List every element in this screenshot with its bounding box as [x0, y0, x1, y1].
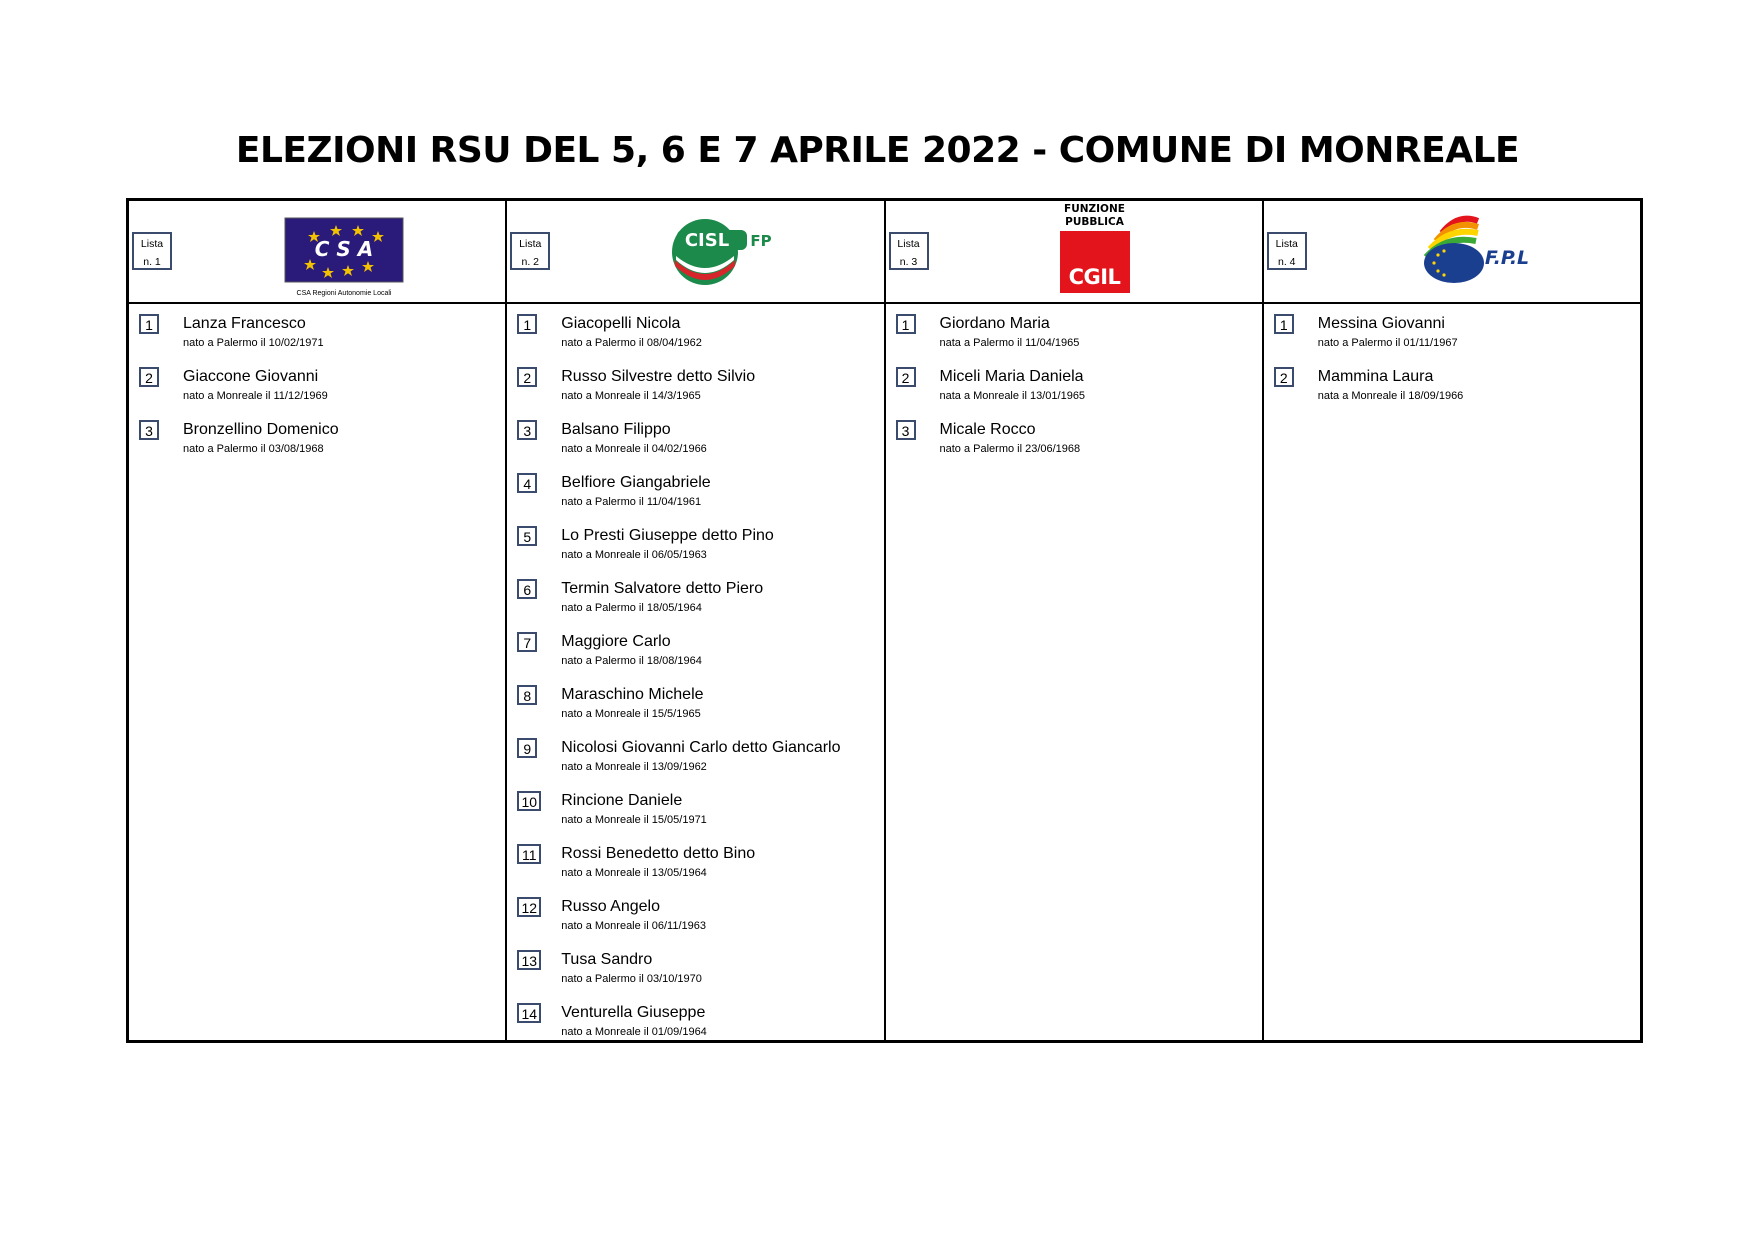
- candidate-birth: nato a Monreale il 11/12/1969: [183, 390, 328, 402]
- candidate-birth: nato a Palermo il 18/05/1964: [561, 602, 702, 614]
- list-item: [507, 738, 883, 791]
- candidate-number[interactable]: 2: [517, 367, 537, 387]
- cgil-text: CGIL: [1068, 265, 1121, 289]
- list-label: Lista: [897, 238, 920, 250]
- candidate-name: Mammina Laura: [1317, 368, 1434, 385]
- list-item: [886, 420, 1262, 473]
- candidate-list-1: [129, 304, 505, 473]
- list-item: [507, 950, 883, 1003]
- candidate-birth: nato a Monreale il 15/05/1971: [561, 814, 707, 826]
- list-item: [507, 314, 883, 367]
- candidate-name: Miceli Maria Daniela: [939, 368, 1084, 385]
- list-item: [507, 526, 883, 579]
- list-item: [507, 685, 883, 738]
- ballot-board: [126, 198, 1643, 1043]
- candidate-birth: nato a Monreale il 06/05/1963: [561, 549, 707, 561]
- fp-cgil-top1: FUNZIONE: [1064, 203, 1125, 215]
- candidate-number[interactable]: 1: [139, 314, 159, 334]
- candidate-name: Maraschino Michele: [561, 686, 704, 703]
- candidate-number[interactable]: 14: [517, 1003, 541, 1023]
- candidate-birth: nato a Monreale il 04/02/1966: [561, 443, 707, 455]
- candidate-birth: nato a Palermo il 01/11/1967: [1317, 337, 1458, 349]
- candidate-birth: nato a Monreale il 13/05/1964: [561, 867, 707, 879]
- csa-caption: CSA Regioni Autonomie Locali: [296, 290, 392, 297]
- list-item: [129, 367, 505, 420]
- svg-text:C S A: C S A: [314, 237, 374, 261]
- candidate-number[interactable]: 2: [139, 367, 159, 387]
- list-item: [507, 579, 883, 632]
- candidate-birth: nato a Palermo il 10/02/1971: [183, 337, 324, 349]
- candidate-birth: nato a Monreale il 13/09/1962: [561, 761, 707, 773]
- list-item: [886, 367, 1262, 420]
- candidate-number[interactable]: 3: [896, 420, 916, 440]
- list-number-box: [1267, 232, 1307, 270]
- candidate-birth: nato a Monreale il 14/3/1965: [561, 390, 701, 402]
- candidate-number[interactable]: 11: [517, 844, 541, 864]
- list-number-box: [889, 232, 929, 270]
- csa-stars-icon: [284, 217, 404, 283]
- candidate-birth: nata a Palermo il 11/04/1965: [939, 337, 1080, 349]
- candidate-name: Rincione Daniele: [561, 792, 683, 809]
- candidate-number[interactable]: 10: [517, 791, 541, 811]
- list-header-2: [507, 201, 883, 304]
- candidate-birth: nato a Monreale il 15/5/1965: [561, 708, 701, 720]
- cgil-block: [1060, 231, 1130, 293]
- list-column-2: [507, 201, 885, 1040]
- candidate-list-3: [886, 304, 1262, 473]
- csa-logo: [284, 217, 404, 299]
- fp-cgil-logo: [1058, 203, 1132, 299]
- list-number-box: [132, 232, 172, 270]
- candidate-birth: nato a Monreale il 06/11/1963: [561, 920, 706, 932]
- list-item: [507, 420, 883, 473]
- uil-fpl-icon: [1412, 211, 1528, 291]
- candidate-name: Maggiore Carlo: [561, 633, 671, 650]
- list-number: n. 1: [143, 256, 161, 268]
- list-label: Lista: [1275, 238, 1298, 250]
- list-item: [507, 791, 883, 844]
- list-header-3: [886, 201, 1262, 304]
- candidate-birth: nato a Palermo il 03/08/1968: [183, 443, 324, 455]
- candidate-number[interactable]: 1: [896, 314, 916, 334]
- candidate-birth: nato a Palermo il 23/06/1968: [939, 443, 1081, 455]
- candidate-number[interactable]: 9: [517, 738, 537, 758]
- list-item: [886, 314, 1262, 367]
- list-column-3: [886, 201, 1264, 1040]
- list-item: [507, 897, 883, 950]
- candidate-birth: nato a Palermo il 08/04/1962: [561, 337, 702, 349]
- list-number-box: [510, 232, 550, 270]
- list-item: [1264, 367, 1640, 420]
- candidate-name: Belfiore Giangabriele: [561, 474, 711, 491]
- candidate-name: Giacopelli Nicola: [561, 315, 681, 332]
- list-column-1: [129, 201, 507, 1040]
- list-item: [1264, 314, 1640, 367]
- candidate-number[interactable]: 5: [517, 526, 537, 546]
- svg-text:FP: FP: [750, 232, 772, 250]
- candidate-number[interactable]: 13: [517, 950, 541, 970]
- candidate-birth: nato a Palermo il 11/04/1961: [561, 496, 702, 508]
- candidate-birth: nata a Monreale il 18/09/1966: [1317, 390, 1464, 402]
- candidate-birth: nato a Palermo il 03/10/1970: [561, 973, 702, 985]
- list-label: Lista: [140, 238, 164, 250]
- candidate-birth: nata a Monreale il 13/01/1965: [939, 390, 1086, 402]
- candidate-number[interactable]: 7: [517, 632, 537, 652]
- candidate-number[interactable]: 1: [1274, 314, 1294, 334]
- candidate-name: Giaccone Giovanni: [183, 368, 319, 385]
- svg-text:CISL: CISL: [685, 230, 730, 251]
- list-header-1: [129, 201, 505, 304]
- list-item: [507, 473, 883, 526]
- list-number: n. 3: [899, 256, 918, 268]
- candidate-number[interactable]: 2: [896, 367, 916, 387]
- page-title: ELEZIONI RSU DEL 5, 6 E 7 APRILE 2022 - COMUNE DI MONREALE: [235, 130, 1520, 171]
- candidate-number[interactable]: 6: [517, 579, 537, 599]
- list-label: Lista: [519, 238, 542, 250]
- candidate-name: Nicolosi Giovanni Carlo detto Giancarlo: [561, 739, 841, 756]
- cisl-fp-logo: [667, 216, 777, 288]
- candidate-name: Termin Salvatore detto Piero: [561, 580, 764, 597]
- list-number: n. 2: [521, 256, 539, 268]
- candidate-birth: nato a Palermo il 18/08/1964: [561, 655, 702, 667]
- candidate-name: Russo Silvestre detto Silvio: [561, 368, 756, 385]
- list-item: [507, 367, 883, 420]
- svg-text:UIL F.P.L.: UIL F.P.L.: [1443, 247, 1528, 269]
- list-column-4: [1264, 201, 1640, 1040]
- candidate-name: Messina Giovanni: [1317, 315, 1445, 332]
- candidate-name: Bronzellino Domenico: [183, 421, 339, 438]
- candidate-name: Rossi Benedetto detto Bino: [561, 845, 756, 862]
- candidate-name: Lo Presti Giuseppe detto Pino: [561, 527, 774, 544]
- candidate-list-2: [507, 304, 883, 1056]
- candidate-name: Venturella Giuseppe: [561, 1004, 706, 1021]
- list-item: [507, 632, 883, 685]
- candidate-name: Giordano Maria: [939, 315, 1050, 332]
- list-item: [507, 1003, 883, 1056]
- candidate-name: Micale Rocco: [939, 421, 1036, 438]
- candidate-birth: nato a Monreale il 01/09/1964: [561, 1026, 707, 1038]
- candidate-number[interactable]: 4: [517, 473, 537, 493]
- candidate-name: Lanza Francesco: [183, 315, 306, 332]
- candidate-name: Russo Angelo: [561, 898, 660, 915]
- candidate-number[interactable]: 3: [139, 420, 159, 440]
- list-item: [507, 844, 883, 897]
- candidate-list-4: [1264, 304, 1640, 420]
- list-item: [129, 314, 505, 367]
- candidate-number[interactable]: 2: [1274, 367, 1294, 387]
- list-header-4: [1264, 201, 1640, 304]
- candidate-name: Tusa Sandro: [561, 951, 653, 968]
- candidate-number[interactable]: 1: [517, 314, 537, 334]
- candidate-number[interactable]: 8: [517, 685, 537, 705]
- cisl-fp-icon: [667, 216, 777, 288]
- candidate-number[interactable]: 12: [517, 897, 541, 917]
- candidate-number[interactable]: 3: [517, 420, 537, 440]
- list-item: [129, 420, 505, 473]
- uil-fpl-logo: [1412, 211, 1528, 291]
- list-number: n. 4: [1277, 256, 1296, 268]
- candidate-name: Balsano Filippo: [561, 421, 671, 438]
- fp-cgil-top2: PUBBLICA: [1065, 216, 1124, 228]
